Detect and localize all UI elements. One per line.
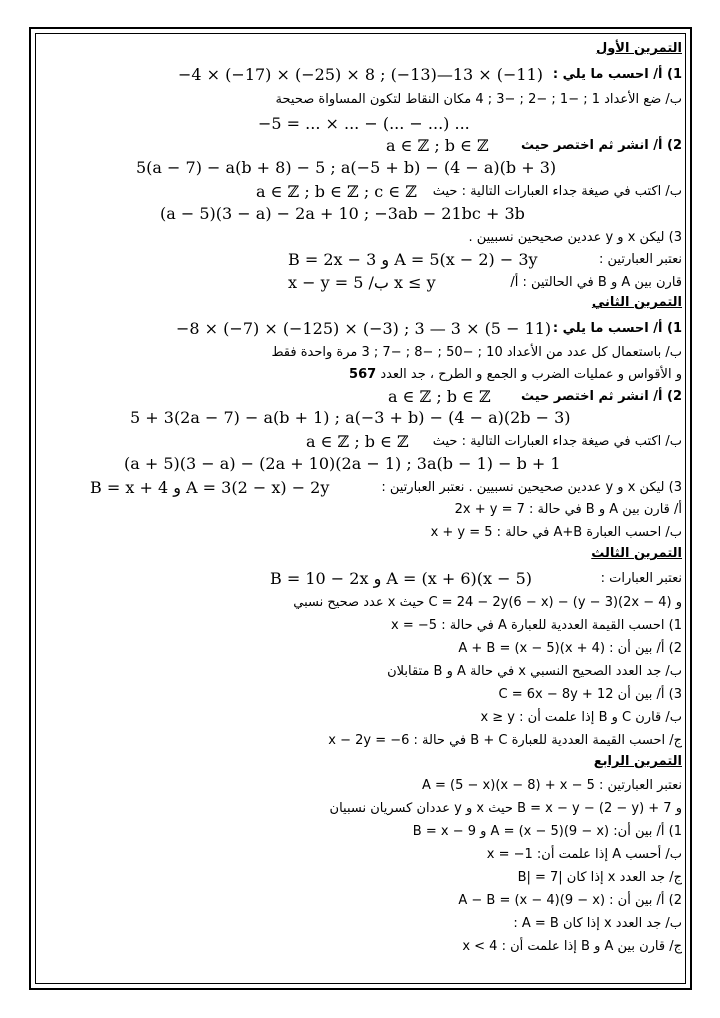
exercise-3-title: التمرين الثالث (591, 546, 682, 561)
ex2-q1b-label: ب/ باستعمال كل عدد من الأعداد 10 ; −50 ; −8 ; −7 ; 3 مرة واحدة فقط (271, 345, 682, 360)
ex3-intro-expression: B = 10 − 2x و A = (x + 6)(x − 5) (270, 569, 533, 588)
ex1-q3-compare-label: قارن بين A و B في الحالتين : أ/ (510, 275, 682, 290)
ex1-q2a-expression: 5(a − 7) − a(b + 8) − 5 ; a(−5 + b) − (4 − a)(b + 3) (136, 158, 557, 177)
ex3-q1: 1) احسب القيمة العددية للعبارة A في حالة : x = −5 (391, 618, 682, 633)
ex4-line-1: نعتبر العبارتين : A = (5 − x)(x − 8) + x − 5 (422, 778, 682, 793)
ex2-q1a-label: 1) أ/ احسب ما يلي : (552, 321, 682, 336)
ex2-q2b-condition: a ∈ ℤ ; b ∈ ℤ (306, 432, 409, 451)
ex2-q2a-condition: a ∈ ℤ ; b ∈ ℤ (388, 387, 491, 406)
ex4-line-6: 2) أ/ بين أن : A − B = (x − 4)(9 − x) (458, 893, 682, 908)
ex1-q1a-expression: −4 × (−17) × (−25) × 8 ; (−13)—13 × (−11) (178, 65, 543, 84)
ex1-q1b-label: ب/ ضع الأعداد 1 ; −1 ; −2 ; −3 ; 4 مكان النقاط لتكون المساواة صحيحة (275, 92, 682, 107)
ex2-q2b-expression: (a + 5)(3 − a) − (2a + 10)(2a − 1) ; 3a(b − 1) − b + 1 (124, 454, 561, 473)
ex3-q3a: 3) أ/ بين أن C = 6x − 8y + 12 (498, 687, 682, 702)
ex1-q3-expressions-label: نعتبر العبارتين : (599, 252, 682, 267)
ex3-intro-label: نعتبر العبارات : (600, 571, 682, 586)
ex4-line-3: 1) أ/ بين أن: A = (x − 5)(9 − x) و B = x − 9 (412, 824, 682, 839)
ex1-q3-intro: 3) ليكن x و y عددين صحيحين نسبيين . (468, 230, 682, 245)
ex2-q2b-label: ب/ اكتب في صيغة جداء العبارات التالية : حيث (432, 434, 682, 449)
ex2-q3b: ب/ احسب العبارة A+B في حالة : x + y = 5 (430, 525, 682, 540)
ex1-q1a-label: 1) أ/ احسب ما يلي : (552, 67, 682, 82)
ex3-q2a: 2) أ/ بين أن : A + B = (x − 5)(x + 4) (458, 641, 682, 656)
ex1-q2b-label: ب/ اكتب في صيغة جداء العبارات التالية : حيث (432, 184, 682, 199)
exercise-1-title: التمرين الأول (595, 41, 682, 56)
ex3-c-line: و C = 24 − 2y(6 − x) − (y − 3)(2x − 4) حيث x عدد صحيح نسبي (293, 595, 682, 610)
ex2-q3-expressions: B = x + 4 و A = 3(2 − x) − 2y (90, 478, 330, 497)
ex1-q2a-label: 2) أ/ انشر ثم اختصر حيث (520, 138, 682, 153)
ex4-line-7: ب/ جد العدد x إذا كان A = B : (513, 916, 682, 931)
ex1-q2b-condition: a ∈ ℤ ; b ∈ ℤ ; c ∈ ℤ (256, 182, 417, 201)
ex1-q2b-expression: (a − 5)(3 − a) − 2a + 10 ; −3ab − 21bc + 3b (160, 204, 525, 223)
ex2-q1b-target-number: 567 (349, 367, 377, 382)
ex1-q1b-expression: −5 = ... × ... − (... − ...) ... (258, 114, 470, 133)
ex4-line-4: ب/ أحسب A إذا علمت أن: x = −1 (486, 847, 682, 862)
ex4-line-8: ج/ قارن بين A و B إذا علمت أن : x < 4 (462, 939, 682, 954)
ex3-q3c: ج/ احسب القيمة العددية للعبارة B + C في حالة : x − 2y = −6 (328, 733, 682, 748)
ex1-q3-expressions: B = 2x − 3 و A = 5(x − 2) − 3y (288, 250, 538, 269)
ex1-q2a-condition: a ∈ ℤ ; b ∈ ℤ (386, 136, 489, 155)
exercise-4-title: التمرين الرابع (593, 754, 682, 769)
ex2-q3-intro: 3) ليكن x و y عددين صحيحين نسبيين . نعتبر العبارتين : (381, 480, 682, 495)
ex3-q2b: ب/ جد العدد الصحيح النسبي x في حالة A و B متقابلان (387, 664, 682, 679)
ex3-q3b: ب/ قارن C و B إذا علمت أن : x ≥ y (480, 710, 682, 725)
ex2-q2a-expression: 5 + 3(2a − 7) − a(b + 1) ; a(−3 + b) − (4 − a)(2b − 3) (130, 408, 571, 427)
ex4-line-2: و B = x − y − (2 − y) + 7 حيث x و y عددان كسريان نسبيان (329, 801, 682, 816)
ex1-q3-compare: x − y = 5 /ب x ≤ y (288, 273, 436, 292)
ex2-q1a-expression: −8 × (−7) × (−125) × (−3) ; 3 — 3 × (5 − 11) (176, 319, 552, 338)
ex2-q2a-label: 2) أ/ انشر ثم اختصر حيث (520, 389, 682, 404)
ex2-q3a: أ/ قارن بين A و B في حالة : 2x + y = 7 (454, 502, 682, 517)
ex4-line-5: ج/ جد العدد x إذا كان |B| = 7 (517, 870, 682, 885)
ex2-q1b-line2 (349, 368, 682, 381)
ex2-q1b-text: و الأقواس و عمليات الضرب و الجمع و الطرح ، جد العدد (380, 367, 682, 382)
exercise-2-title: التمرين الثاني (591, 295, 682, 310)
